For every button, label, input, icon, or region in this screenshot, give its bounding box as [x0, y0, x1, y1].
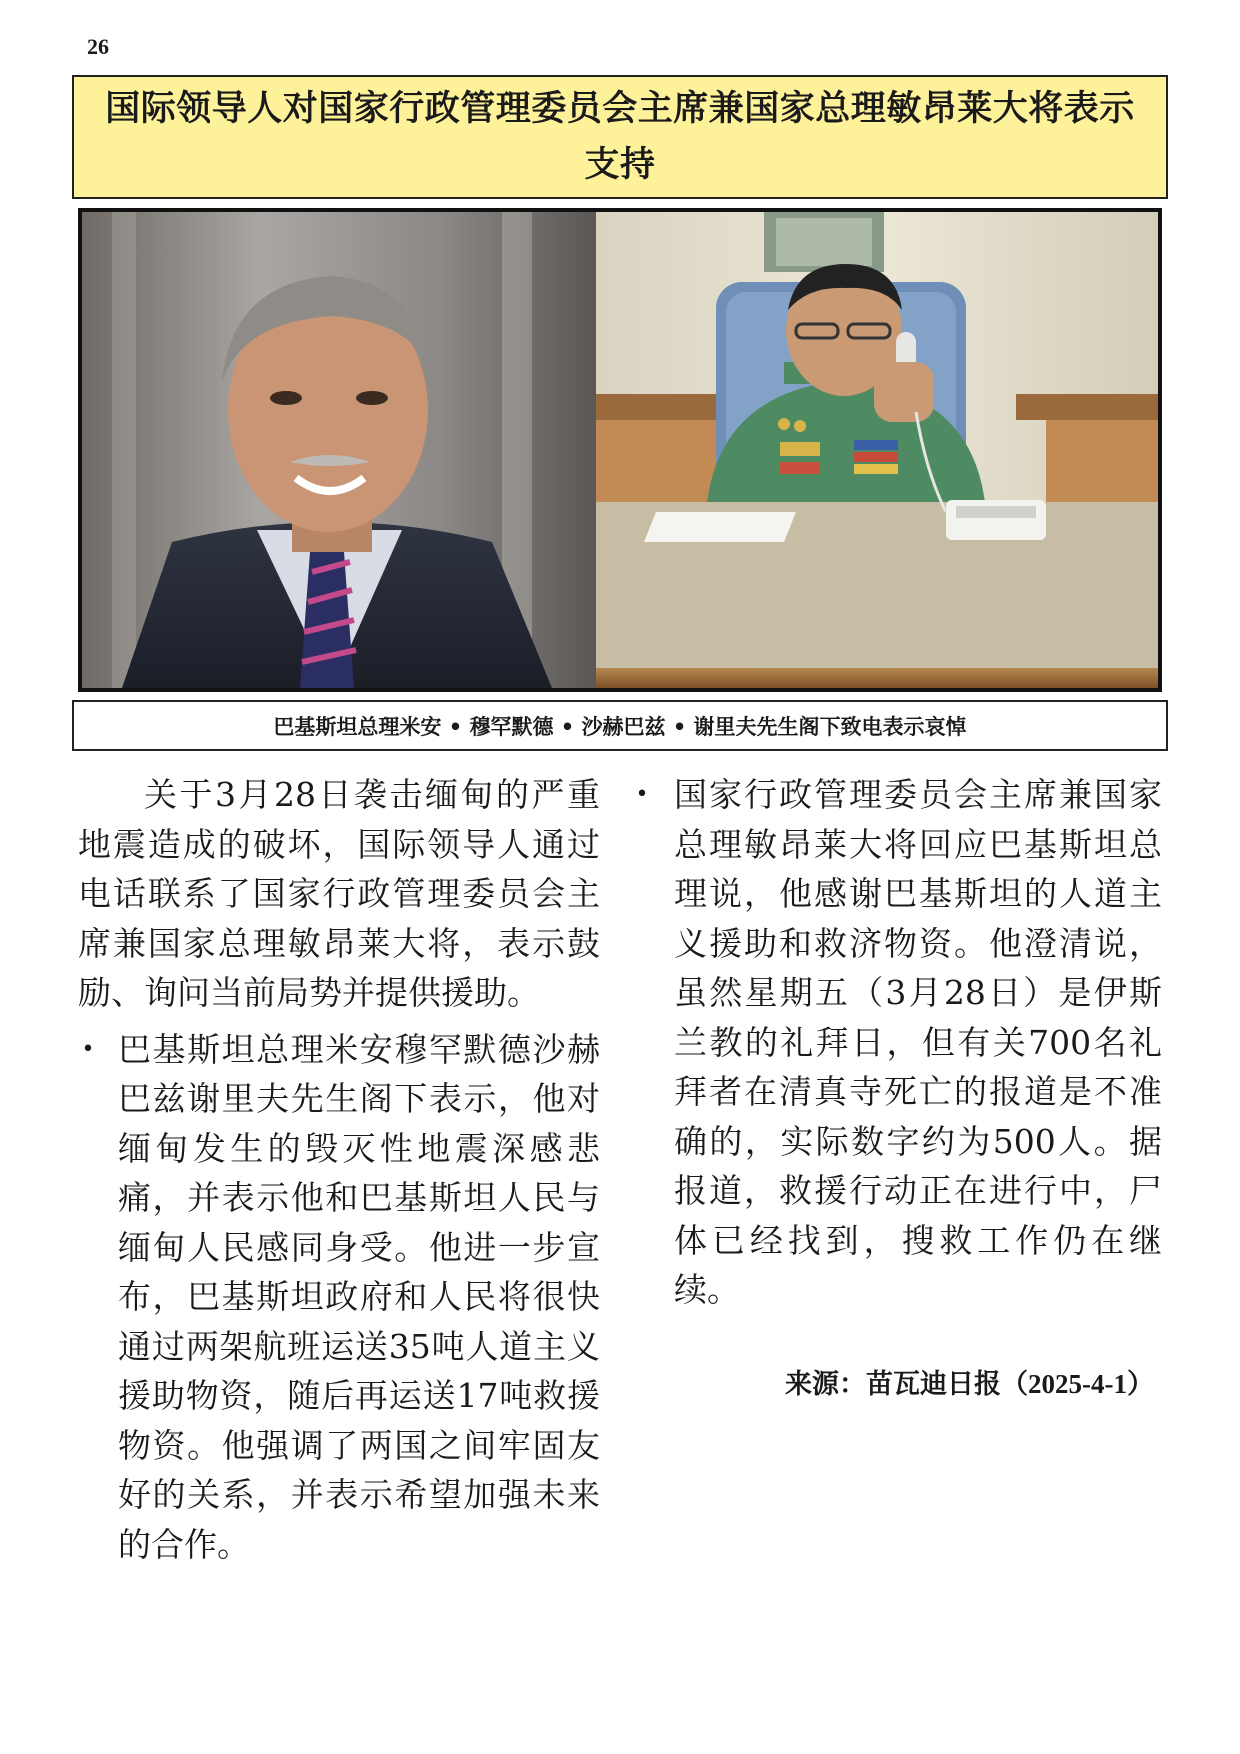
left-column [78, 770, 600, 1569]
page-number: 26 [87, 34, 109, 59]
bullet-text: 巴基斯坦总理米安穆罕默德沙赫巴兹谢里夫先生阁下表示，他对缅甸发生的毁灭性地震深感悲痛，并表示他和巴基斯坦人民与缅甸人民感同身受。他进一步宣布，巴基斯坦政府和人民将很快通过两架航班运送35吨人道主义援助物资，随后再运送17吨救援物资。他强调了两国之间牢固友好的关系，并表示希望加强未来的合作。 [118, 1029, 600, 1564]
photo-caption: 巴基斯坦总理米安 • 穆罕默德 • 沙赫巴兹 • 谢里夫先生阁下致电表示哀悼 [273, 714, 967, 739]
bullet-text: 国家行政管理委员会主席兼国家总理敏昂莱大将回应巴基斯坦总理说，他感谢巴基斯坦的人道主义援助和救济物资。他澄清说，虽然星期五（3月28日）是伊斯兰教的礼拜日，但有关700名礼拜者在清真寺死亡的报道是不准确的，实际数字约为500人。据报道，救援行动正在进行中，尸体已经找到，搜救工作仍在继续。 [674, 775, 1162, 1309]
right-column [632, 770, 1162, 1315]
photo-pakistan-pm [82, 212, 596, 688]
bullet-item-pakistan [78, 1025, 600, 1570]
bullet-icon: • [635, 782, 649, 807]
intro-paragraph: 关于3月28日袭击缅甸的严重地震造成的破坏，国际领导人通过电话联系了国家行政管理委员会主席兼国家总理敏昂莱大将，表示鼓励、询问当前局势并提供援助。 [78, 775, 600, 1012]
bullet-item-response [632, 770, 1162, 1315]
page-title: 国际领导人对国家行政管理委员会主席兼国家总理敏昂莱大将表示支持 [105, 89, 1135, 185]
caption-box [72, 700, 1168, 751]
photo-frame [78, 208, 1162, 692]
photo-senior-general-on-phone [596, 212, 1158, 688]
source-credit: 来源：苗瓦迪日报（2025-4-1） [785, 1369, 1154, 1399]
bullet-icon: • [81, 1036, 95, 1062]
title-box [72, 75, 1168, 199]
